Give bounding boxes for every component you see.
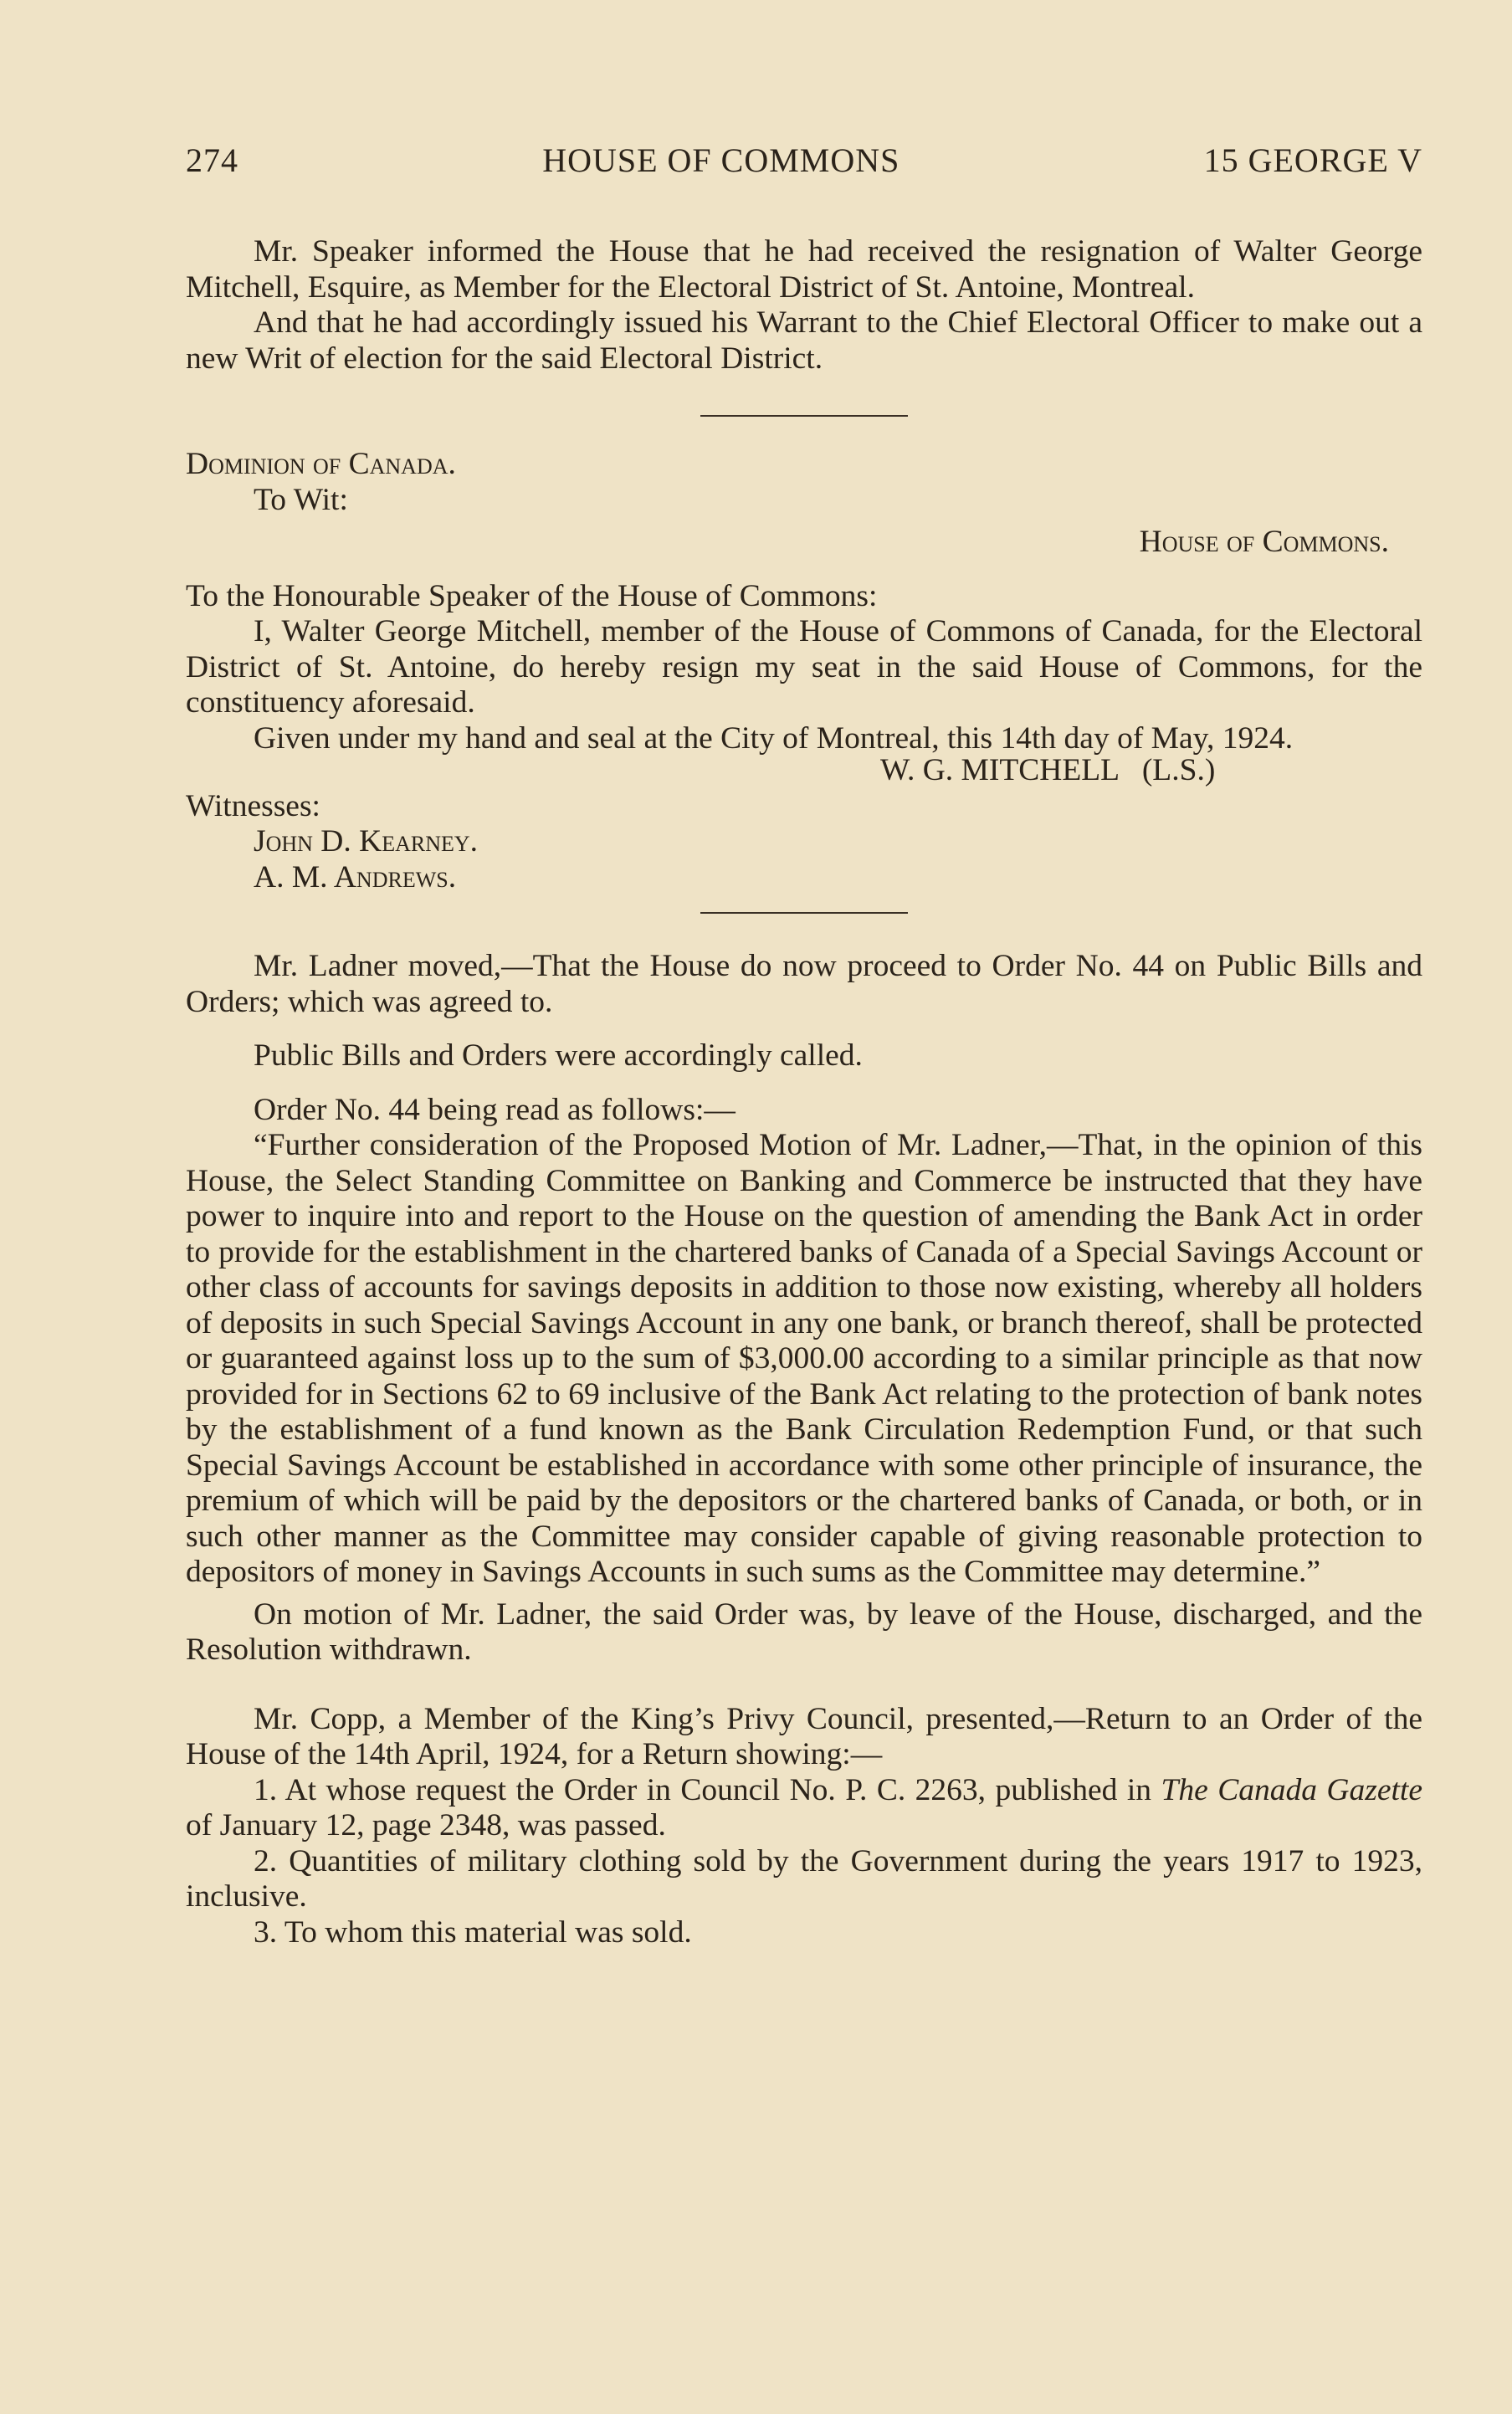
letter-signature: W. G. MITCHELL (L.S.) [880,753,1216,787]
witnesses-label: Witnesses: [186,788,320,823]
letter-salutation: To the Honourable Speaker of the House of Commons: [186,578,878,613]
body-text [186,234,1422,1950]
witness-1: John D. Kearney. [254,824,479,858]
order-discharged: On motion of Mr. Ladner, the said Order was, by leave of the House, discharged, and the Resolution withdrawn. [186,1597,1422,1667]
ladner-motion: Mr. Ladner moved,—That the House do now proceed to Order No. 44 on Public Bills and Orders; which was agreed to. [186,949,1422,1019]
section-divider [700,415,908,417]
gazette-title: The Canada Gazette [1161,1772,1422,1807]
regnal-year: 15 GEORGE V [1203,141,1422,179]
return-intro: Mr. Copp, a Member of the King’s Privy Council, presented,—Return to an Order of the House of the 14th April, 1924, for a Return showing:— [186,1701,1422,1771]
order-quote: “Further consideration of the Proposed Motion of Mr. Ladner,—That, in the opinion of this House, the Select Standing Committee on Banking and Commerce be instructed that they have power to inquire into and report to the House on the question of amending the Bank Act in order to provide for the establishment in the chartered banks of Canada of a Special Savings Account or other class of accounts for savings deposits in addition to those now existing, whereby all holders of deposits in such Special Savings Account in any one bank, or branch thereof, shall be protected or guaranteed against loss up to the sum of $3,000.00 according to a similar principle as that now provided for in Sections 62 to 69 inclusive of the Bank Act relating to the protection of bank notes by the establishment of a fund known as the Bank Circulation Redemption Fund, or that such Special Savings Account be established in accordance with some other principle of insurance, the premium of which will be paid by the depositors or the chartered banks of Canada, or both, or in such other manner as the Committee may consider capable of giving reasonable protection to depositors of money in Savings Accounts in such sums as the Committee may determine.” [186,1128,1422,1589]
resignation-paragraph-2: And that he had accordingly issued his Warrant to the Chief Electoral Officer to make out a new Writ of election for the said Electoral District. [186,305,1422,376]
dominion-heading: Dominion of Canada. [186,447,456,481]
resignation-paragraph-1: Mr. Speaker informed the House that he had received the resignation of Walter George Mitchell, Esquire, as Member for the Electoral District of St. Antoine, Montreal. [186,234,1422,305]
return-item-3: 3. To whom this material was sold. [254,1914,692,1950]
witness-2: A. M. Andrews. [254,859,457,894]
return-item-1-text-b: of January 12, page 2348, was passed. [186,1808,666,1843]
house-heading: House of Commons. [1139,525,1389,559]
order-read: Order No. 44 being read as follows:— [254,1092,735,1127]
to-wit: To Wit: [254,482,348,517]
return-item-1-text-a: 1. At whose request the Order in Council No. P. C. 2263, published in [254,1772,1161,1807]
return-item-2: 2. Quantities of military clothing sold by the Government during the years 1917 to 1923, inclusive. [186,1843,1422,1914]
letter-given: Given under my hand and seal at the City of Montreal, this 14th day of May, 1924. [254,720,1294,756]
running-header [186,141,1422,180]
header-title: HOUSE OF COMMONS [542,141,900,179]
page-number: 274 [186,141,238,179]
orders-called: Public Bills and Orders were accordingly called. [254,1038,863,1073]
section-divider [700,912,908,914]
return-item-1 [186,1773,1422,1844]
letter-body: I, Walter George Mitchell, member of the House of Commons of Canada, for the Electoral District of St. Antoine, do hereby resign my seat in the said House of Commons, for the constituency aforesaid. [186,614,1422,720]
